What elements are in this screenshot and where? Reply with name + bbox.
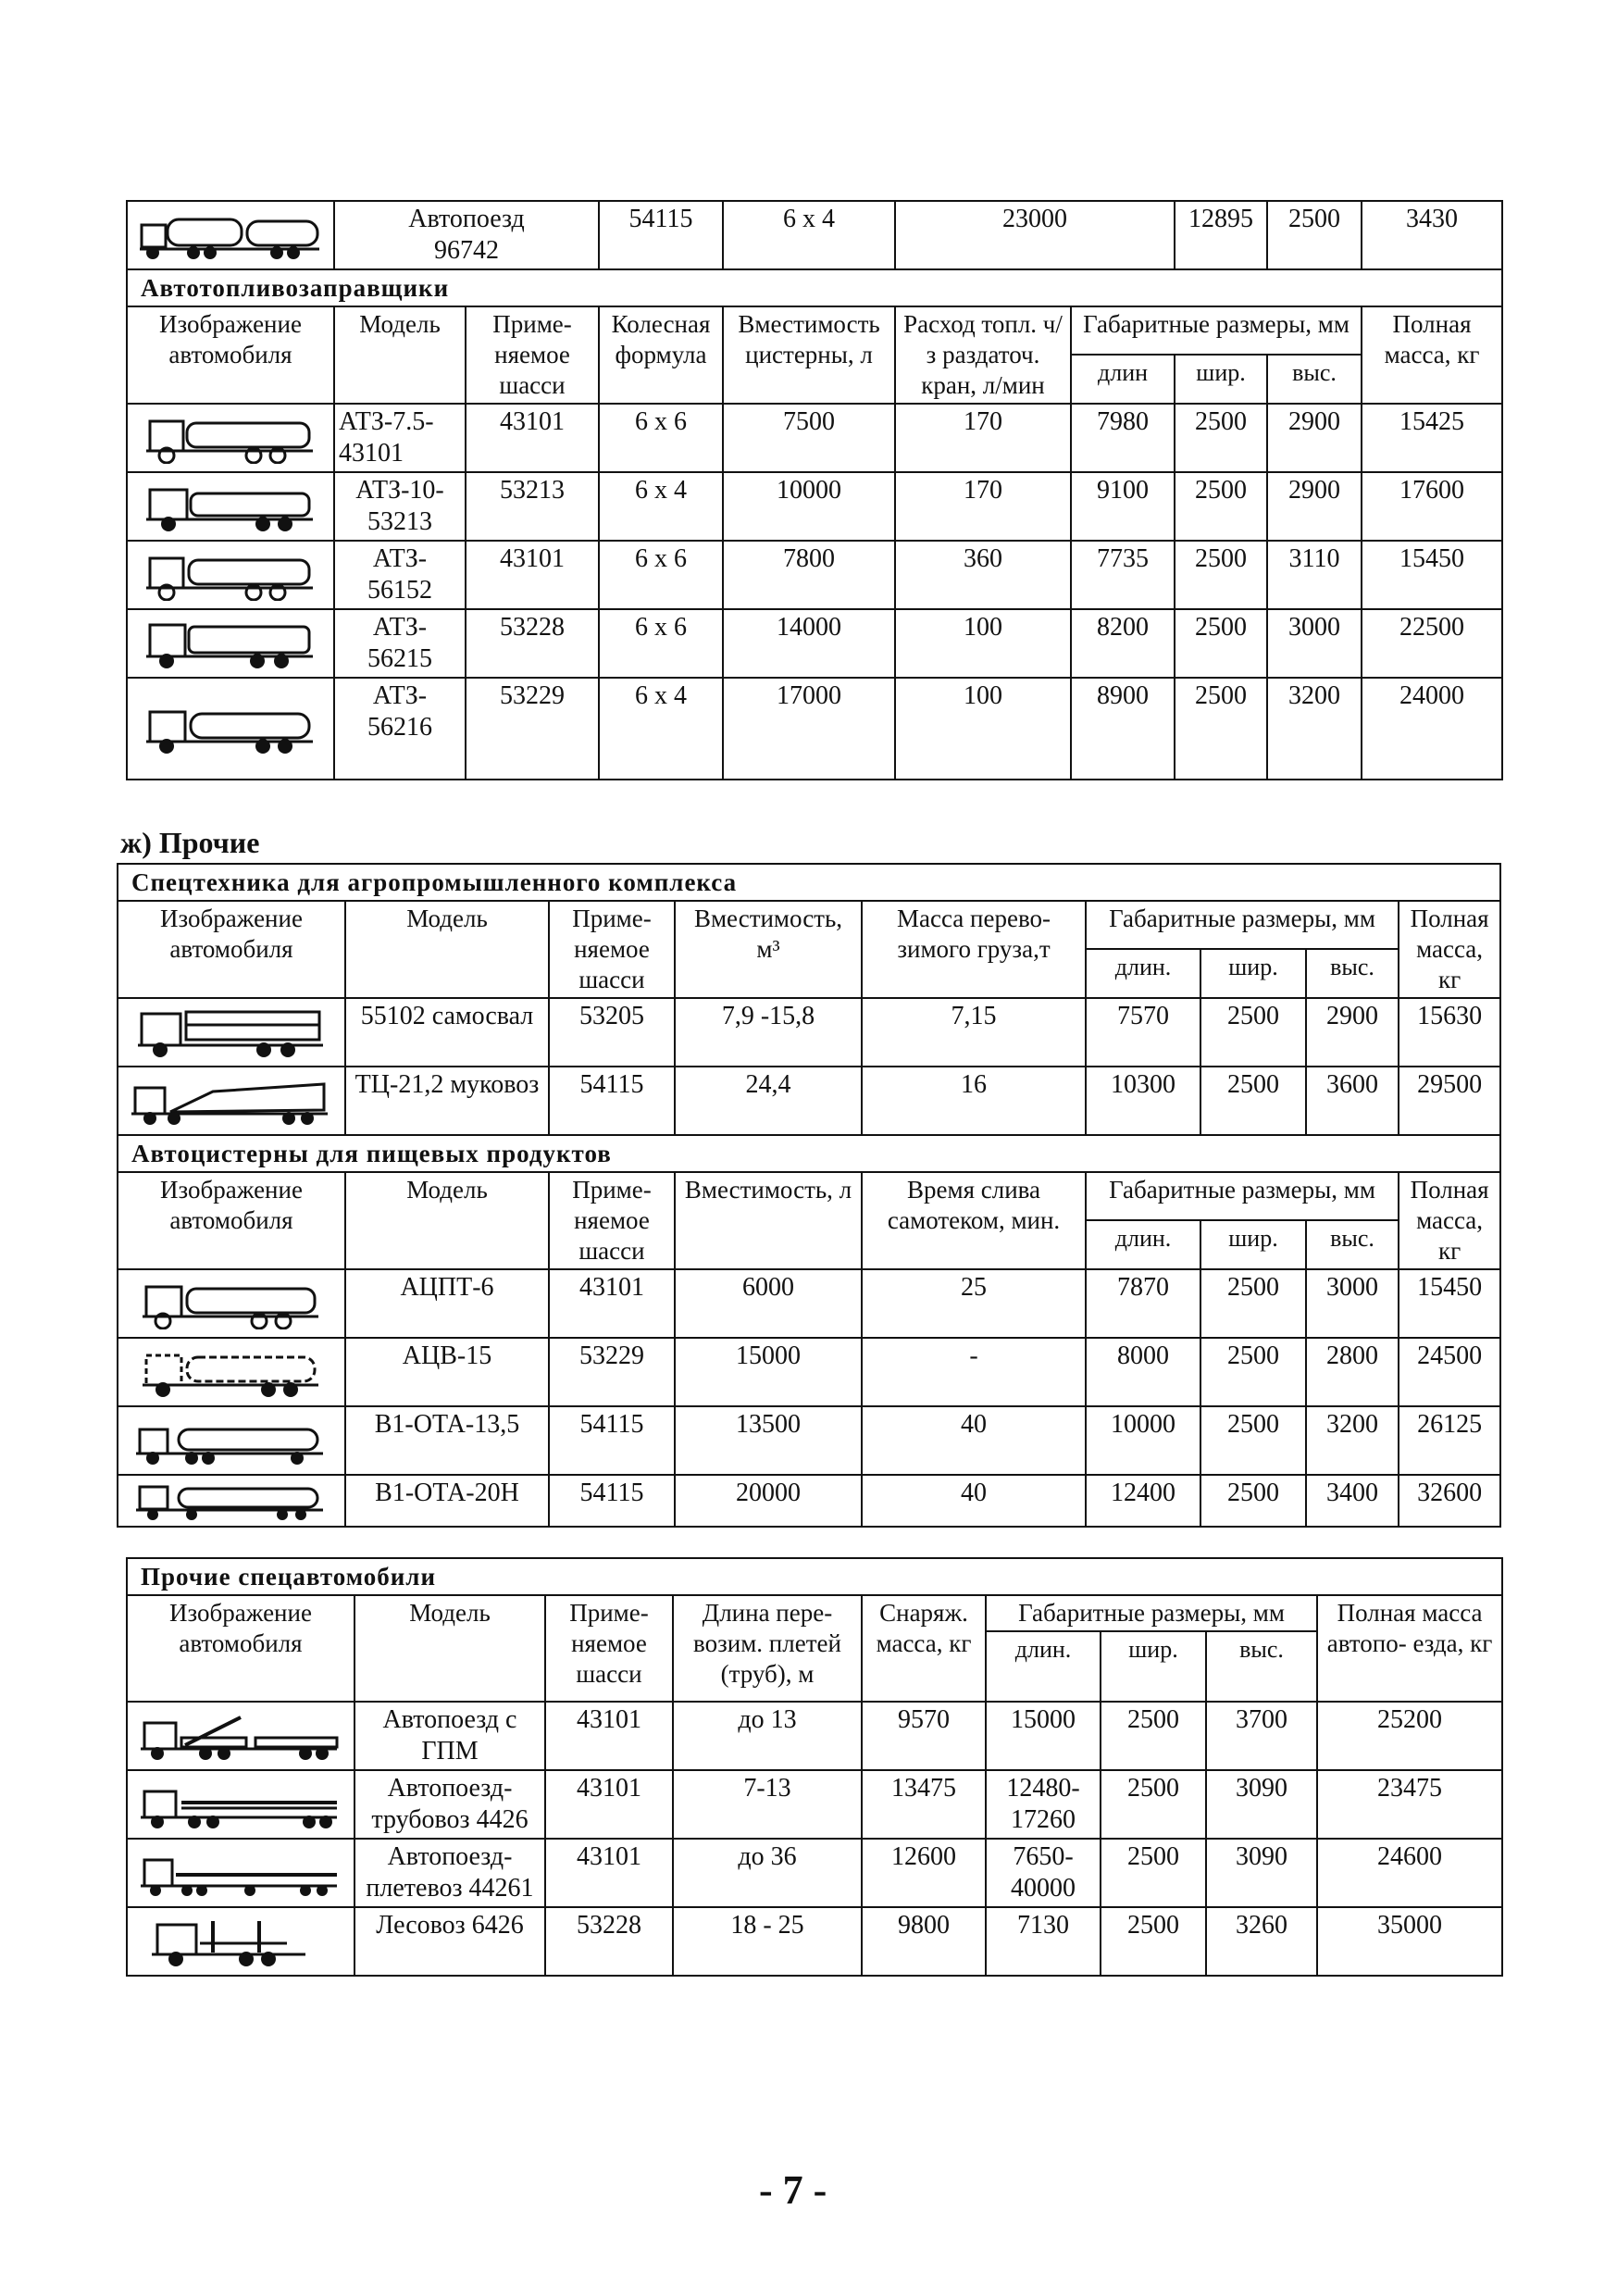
tank-trailer-icon bbox=[134, 1479, 329, 1522]
fuel-truck-icon bbox=[143, 703, 318, 755]
table-row: АЦВ-15 53229 15000 - 8000 2500 2800 24500 bbox=[118, 1338, 1500, 1406]
flour-carrier-icon bbox=[130, 1075, 333, 1127]
truck-image bbox=[127, 472, 334, 541]
special-table: Прочие спецавтомобили Изображение автомобиля Модель Приме- няемое шасси Длина пере- возим. плетей (труб), м Снаряж. масса, кг Габаритные размеры, мм Полная масса автопо- езда, кг длин. шир. выс. Автопоезд с ГПМ 43101 до 13 9570 15000 2500 3700 25200 Автопоезд- трубовоз 4426 43101 7-13 13475 12480- 17260 2500 3090 23475 Автопоезд- плетевоз 44261 43101 до 36 12600 7650- 40000 2500 3090 24600 Лесовоз 6426 53228 18 - 25 9800 7130 2500 3260 35000 bbox=[126, 1557, 1503, 1977]
tank-truck-icon bbox=[139, 1346, 324, 1398]
fuel-header: Изображение автомобиля Модель Приме- няемое шасси Колесная формула Вместимость цистерны, л Расход топл. ч/з раздаточ. кран, л/мин Габаритные размеры, мм Полная масса, кг bbox=[127, 306, 1502, 355]
crane-train-icon bbox=[139, 1710, 342, 1762]
special-section-title: Прочие спецавтомобили bbox=[127, 1558, 1502, 1595]
table-row: ТЦ-21,2 муковоз 54115 24,4 16 10300 2500 3600 29500 bbox=[118, 1067, 1500, 1135]
truck-image bbox=[127, 1839, 354, 1907]
fuel-truck-icon bbox=[143, 549, 318, 601]
top-wheel: 6 х 4 bbox=[723, 201, 895, 269]
truck-image bbox=[127, 1702, 354, 1770]
special-table-block bbox=[126, 1557, 1501, 1977]
fuel-truck-icon bbox=[143, 480, 318, 532]
truck-image bbox=[127, 201, 334, 269]
table-row: В1-ОТА-20Н 54115 20000 40 12400 2500 3400 32600 bbox=[118, 1475, 1500, 1527]
tanker-train-icon bbox=[138, 208, 323, 262]
table-row: АЦПТ-6 43101 6000 25 7870 2500 3000 15450 bbox=[118, 1269, 1500, 1338]
top-height: 3430 bbox=[1362, 201, 1502, 269]
table-row: Автопоезд с ГПМ 43101 до 13 9570 15000 2500 3700 25200 bbox=[127, 1702, 1502, 1770]
table-row: АТЗ-7.5- 43101 43101 6 х 6 7500 170 7980 2500 2900 15425 bbox=[127, 404, 1502, 472]
table-row: Автопоезд- трубовоз 4426 43101 7-13 13475 12480- 17260 2500 3090 23475 bbox=[127, 1770, 1502, 1839]
tank-trailer-icon bbox=[134, 1415, 329, 1466]
pipe-carrier-icon bbox=[139, 1847, 342, 1899]
agro-section-title: Спецтехника для агропромышленного комплекса bbox=[118, 864, 1500, 901]
fuel-table-block bbox=[126, 200, 1501, 780]
table-row: АТЗ- 56215 53228 6 х 6 14000 100 8200 2500 3000 22500 bbox=[127, 609, 1502, 678]
section-caption: ж) Прочие bbox=[120, 826, 260, 859]
top-model: Автопоезд 96742 bbox=[334, 201, 599, 269]
other-table-block bbox=[117, 863, 1499, 1528]
truck-image bbox=[127, 609, 334, 678]
truck-image bbox=[127, 1770, 354, 1839]
food-header: Изображение автомобиля Модель Приме- няемое шасси Вместимость, л Время слива самотеком, мин. Габаритные размеры, мм Полная масса, кг bbox=[118, 1172, 1500, 1220]
fuel-truck-icon bbox=[143, 618, 318, 669]
page-number: - 7 - bbox=[759, 2167, 827, 2213]
top-length: 12895 bbox=[1175, 201, 1267, 269]
tank-truck-icon bbox=[139, 1278, 324, 1329]
truck-image bbox=[118, 1338, 345, 1406]
special-header: Изображение автомобиля Модель Приме- няемое шасси Длина пере- возим. плетей (труб), м Снаряж. масса, кг Габаритные размеры, мм Полная масса автопо- езда, кг bbox=[127, 1595, 1502, 1631]
truck-image bbox=[127, 1907, 354, 1976]
top-chassis: 54115 bbox=[599, 201, 723, 269]
fuel-table: Автопоезд 96742 54115 6 х 4 23000 12895 2500 3430 Автотопливозаправщики Изображение автомобиля Модель Приме- няемое шасси Колесная формула Вместимость цистерны, л Расход топл. ч/з раздаточ. кран, л/мин Габаритные размеры, мм Полная масса, кг длин шир. выс. АТЗ-7.5- 43101 43101 6 х 6 7500 170 7980 2500 2900 15425 АТЗ-10- 53213 53213 6 х 4 10000 170 9100 2500 2900 17600 АТЗ- 56152 43101 6 х 6 7800 360 7735 2500 3110 15450 АТЗ- 56215 53228 6 х 6 14000 100 8200 2500 3000 22500 АТЗ- 56216 53229 6 х 4 17000 100 8900 2500 3200 24000 bbox=[126, 200, 1503, 780]
truck-image bbox=[118, 998, 345, 1067]
truck-image bbox=[118, 1067, 345, 1135]
table-row: В1-ОТА-13,5 54115 13500 40 10000 2500 3200 26125 bbox=[118, 1406, 1500, 1475]
table-row: Лесовоз 6426 53228 18 - 25 9800 7130 2500 3260 35000 bbox=[127, 1907, 1502, 1976]
pipe-carrier-icon bbox=[139, 1778, 342, 1830]
table-row: Автопоезд- плетевоз 44261 43101 до 36 12600 7650- 40000 2500 3090 24600 bbox=[127, 1839, 1502, 1907]
truck-image bbox=[127, 404, 334, 472]
top-row bbox=[127, 201, 1502, 269]
timber-truck-icon bbox=[148, 1915, 333, 1967]
agro-food-table: Спецтехника для агропромышленного комплекса Изображение автомобиля Модель Приме- няемое шасси Вместимость, м³ Масса перево- зимого груза,т Габаритные размеры, мм Полная масса, кг длин. шир. выс. 55102 самосвал 53205 7,9 -15,8 7,15 7570 2500 2900 15630 ТЦ-21,2 муковоз 54115 24,4 16 10300 2500 3600 29500 Автоцистерны для пищевых продуктов Изображение автомобиля Модель Приме- няемое шасси Вместимость, л Время слива самотеком, мин. Габаритные размеры, мм Полная масса, кг длин. шир. выс. АЦПТ-6 43101 6000 25 7870 2500 3000 15450 АЦВ-15 53229 15000 - 8000 2500 2800 24500 В1-ОТА-13,5 54115 13500 40 10000 2500 3200 26125 В1-ОТА-20Н 54115 20000 40 12400 2500 3400 32600 bbox=[117, 863, 1501, 1528]
top-width: 2500 bbox=[1267, 201, 1362, 269]
table-row: АТЗ-10- 53213 53213 6 х 4 10000 170 9100 2500 2900 17600 bbox=[127, 472, 1502, 541]
truck-image bbox=[118, 1475, 345, 1527]
truck-image bbox=[127, 541, 334, 609]
agro-header: Изображение автомобиля Модель Приме- няемое шасси Вместимость, м³ Масса перево- зимого груза,т Габаритные размеры, мм Полная масса, кг bbox=[118, 901, 1500, 949]
truck-image bbox=[127, 678, 334, 780]
dump-truck-icon bbox=[134, 1006, 329, 1058]
food-section-title: Автоцистерны для пищевых продуктов bbox=[118, 1135, 1500, 1172]
fuel-truck-icon bbox=[143, 412, 318, 464]
table-row: АТЗ- 56216 53229 6 х 4 17000 100 8900 2500 3200 24000 bbox=[127, 678, 1502, 780]
table-row: АТЗ- 56152 43101 6 х 6 7800 360 7735 2500 3110 15450 bbox=[127, 541, 1502, 609]
top-capacity: 23000 bbox=[895, 201, 1175, 269]
fuel-section-title: Автотопливозаправщики bbox=[127, 269, 1502, 306]
truck-image bbox=[118, 1269, 345, 1338]
truck-image bbox=[118, 1406, 345, 1475]
table-row: 55102 самосвал 53205 7,9 -15,8 7,15 7570 2500 2900 15630 bbox=[118, 998, 1500, 1067]
